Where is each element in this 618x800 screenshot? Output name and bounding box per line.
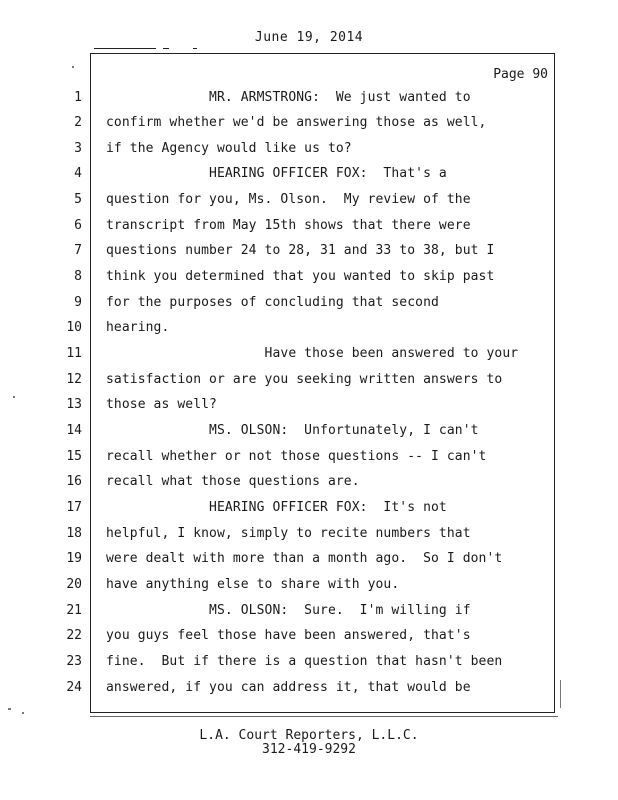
transcript-line: Have those been answered to your (106, 346, 519, 361)
line-number: 6 (74, 218, 82, 233)
line-number: 8 (74, 269, 82, 284)
line-number: 12 (66, 372, 82, 387)
transcript-line: MS. OLSON: Sure. I'm willing if (106, 603, 471, 618)
transcript-line: MR. ARMSTRONG: We just wanted to (106, 90, 471, 105)
bottom-rule (90, 716, 558, 717)
transcript-line: have anything else to share with you. (106, 577, 400, 592)
line-number: 22 (66, 628, 82, 643)
line-number: 4 (74, 166, 82, 181)
transcript-line: HEARING OFFICER FOX: It's not (106, 500, 447, 515)
transcript-line: recall what those questions are. (106, 474, 360, 489)
scan-speck (13, 396, 15, 398)
header-date: June 19, 2014 (254, 30, 364, 45)
top-rule-segment (193, 48, 197, 49)
footer-phone: 312-419-9292 (262, 742, 356, 757)
transcript-line: those as well? (106, 397, 217, 412)
line-number: 11 (66, 346, 82, 361)
line-number: 3 (74, 141, 82, 156)
transcript-line: transcript from May 15th shows that there were (106, 218, 471, 233)
line-number: 20 (66, 577, 82, 592)
top-rule-segment (94, 48, 156, 49)
scan-speck (8, 708, 11, 710)
scan-speck (22, 712, 24, 714)
line-number: 7 (74, 243, 82, 258)
line-number: 19 (66, 551, 82, 566)
line-number: 17 (66, 500, 82, 515)
line-number: 15 (66, 449, 82, 464)
footer-company: L.A. Court Reporters, L.L.C. (199, 728, 419, 743)
transcript-line: recall whether or not those questions -- I can't (106, 449, 487, 464)
line-number: 9 (74, 295, 82, 310)
transcript-line: helpful, I know, simply to recite numbers that (106, 526, 471, 541)
line-number: 18 (66, 526, 82, 541)
scan-speck (72, 66, 74, 68)
transcript-line: HEARING OFFICER FOX: That's a (106, 166, 447, 181)
line-number: 13 (66, 397, 82, 412)
transcript-line: answered, if you can address it, that would be (106, 680, 471, 695)
transcript-line: for the purposes of concluding that second (106, 295, 439, 310)
line-number: 21 (66, 603, 82, 618)
transcript-line: think you determined that you wanted to skip past (106, 269, 495, 284)
transcript-line: questions number 24 to 28, 31 and 33 to 38, but I (106, 243, 495, 258)
top-rule-segment (163, 48, 169, 49)
transcript-line: if the Agency would like us to? (106, 141, 352, 156)
transcript-line: fine. But if there is a question that hasn't been (106, 654, 503, 669)
transcript-line: MS. OLSON: Unfortunately, I can't (106, 423, 479, 438)
line-number: 10 (66, 320, 82, 335)
page-number: Page 90 (493, 67, 548, 82)
transcript-line: satisfaction or are you seeking written answers to (106, 372, 503, 387)
transcript-line: question for you, Ms. Olson. My review of the (106, 192, 471, 207)
line-number: 16 (66, 474, 82, 489)
transcript-line: were dealt with more than a month ago. So I don't (106, 551, 503, 566)
line-number: 1 (74, 90, 82, 105)
line-number: 24 (66, 680, 82, 695)
scan-speck (560, 680, 561, 708)
line-number: 23 (66, 654, 82, 669)
transcript-line: hearing. (106, 320, 170, 335)
transcript-line: you guys feel those have been answered, that's (106, 628, 471, 643)
line-number: 5 (74, 192, 82, 207)
transcript-line: confirm whether we'd be answering those as well, (106, 115, 487, 130)
line-number: 14 (66, 423, 82, 438)
line-number: 2 (74, 115, 82, 130)
